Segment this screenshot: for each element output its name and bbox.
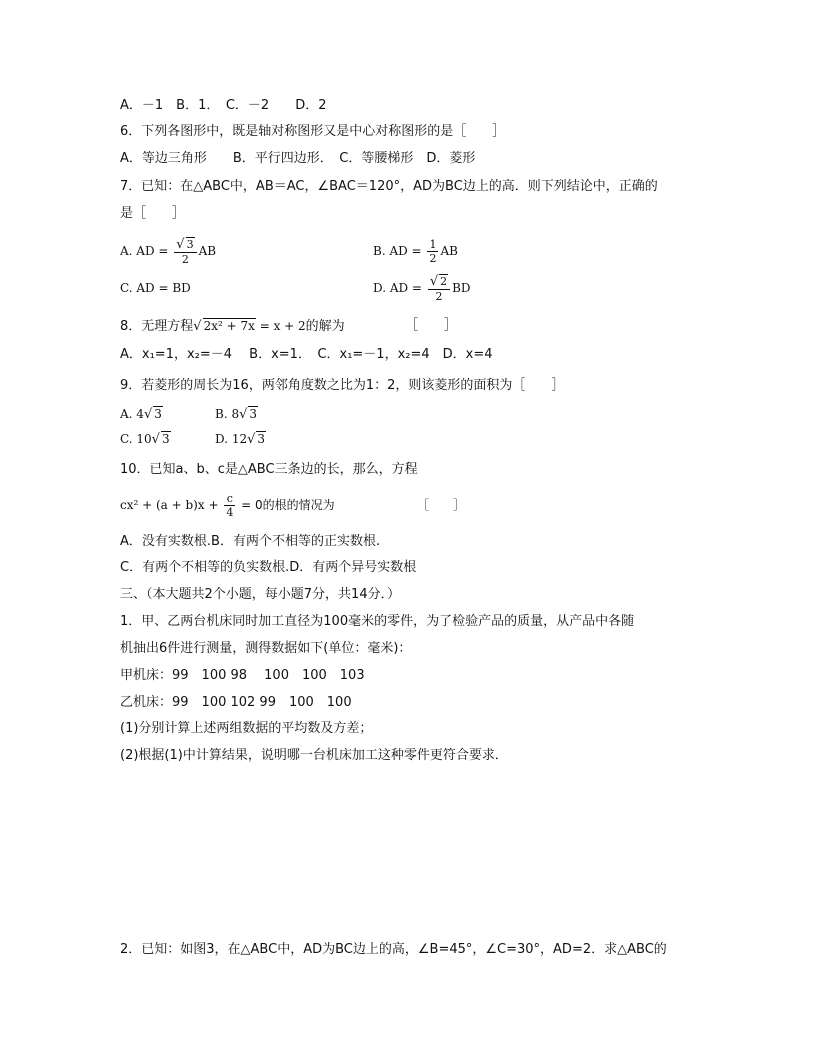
q7-option-d-fraction: $\frac{√ 2}{2}$ (428, 274, 450, 303)
q7-option-a-fraction: $\frac{√ 3}{2}$ (174, 237, 196, 266)
q7-stem-line1: 7．已知：在△ABC中，AB＝AC，∠BAC＝120°，AD为BC边上的高．则下列结论中，正确的 (120, 179, 658, 194)
q7-option-d: D. AD = $\frac{√ 2}{2}$ BD (373, 274, 471, 303)
q9-option-a: A. 4√ 3 (120, 407, 162, 422)
section3-heading: 三、（本大题共2个小题，每小题7分，共14分．） (120, 587, 401, 602)
section3-p1-question2: (2)根据(1)中计算结果，说明哪一台机床加工这种零件更符合要求． (120, 748, 508, 763)
q8-stem: 8．无理方程√ 2x² + 7x = x + 2的解为 ［ ］ (120, 318, 458, 334)
q7-stem-line2: 是［ ］ (120, 206, 186, 221)
q9-option-d: D. 12√ 3 (215, 432, 266, 447)
q8-answer-bracket: ［ ］ (405, 318, 458, 333)
section3-p1-line1: 1．甲、乙两台机床同时加工直径为100毫米的零件，为了检验产品的质量，从产品中各随 (120, 614, 635, 629)
q5-options: A．－1 B．1． C．－2 D．2 (120, 98, 327, 113)
q6-options: A．等边三角形 B．平行四边形． C．等腰梯形 D．菱形 (120, 151, 476, 166)
q7-option-row2 (120, 273, 471, 303)
section3-p1-question1: (1)分别计算上述两组数据的平均数及方差； (120, 721, 373, 736)
q10-stem: 10．已知a、b、c是△ABC三条边的长，那么，方程 (120, 462, 418, 477)
q9-option-b: B. 8√ 3 (215, 407, 258, 422)
section3-p2-line1: 2．已知：如图3，在△ABC中，AD为BC边上的高，∠B=45°，∠C=30°，AD=2．求△ABC的 (120, 942, 667, 957)
section3-p1-line2: 机抽出6件进行测量，测得数据如下(单位：毫米)： (120, 641, 412, 656)
q7-option-row1 (120, 236, 458, 266)
q10-answer-bracket: ［ ］ (417, 498, 466, 512)
q9-option-row1 (120, 404, 258, 425)
q7-option-a: A. AD = $\frac{√ 3}{2}$ AB (120, 237, 217, 266)
q9-option-c: C. 10√ 3 (120, 432, 170, 447)
machine-b-data: 乙机床：99 100 102 99 100 100 (120, 695, 352, 710)
q6-stem: 6．下列各图形中，既是轴对称图形又是中心对称图形的是［ ］ (120, 124, 506, 139)
q10-options-line1: A．没有实数根.B．有两个不相等的正实数根. (120, 534, 381, 549)
q8-radicand: 2x² + 7x (203, 319, 255, 333)
q7-option-b: B. AD = $\frac{1}{2}$ AB (373, 238, 458, 265)
machine-a-data: 甲机床：99 100 98 100 100 103 (120, 668, 365, 683)
q10-options-line2: C．有两个不相等的负实数根.D．有两个异号实数根 (120, 560, 417, 575)
q9-option-row2 (120, 429, 266, 450)
q7-option-c: C. AD = BD (120, 281, 191, 295)
q9-stem: 9．若菱形的周长为16，两邻角度数之比为1：2，则该菱形的面积为［ ］ (120, 378, 565, 393)
q7-option-b-fraction: $\frac{1}{2}$ (429, 238, 437, 265)
q10-fraction: $\frac{c}{4}$ (226, 492, 234, 519)
q8-options: A．x₁=1，x₂=－4 B．x=1． C．x₁=－1，x₂=4 D．x=4 (120, 347, 493, 362)
q10-equation: cx² + (a + b)x + $\frac{c}{4}$ = 0的根的情况为 ［ ］ (120, 492, 466, 519)
